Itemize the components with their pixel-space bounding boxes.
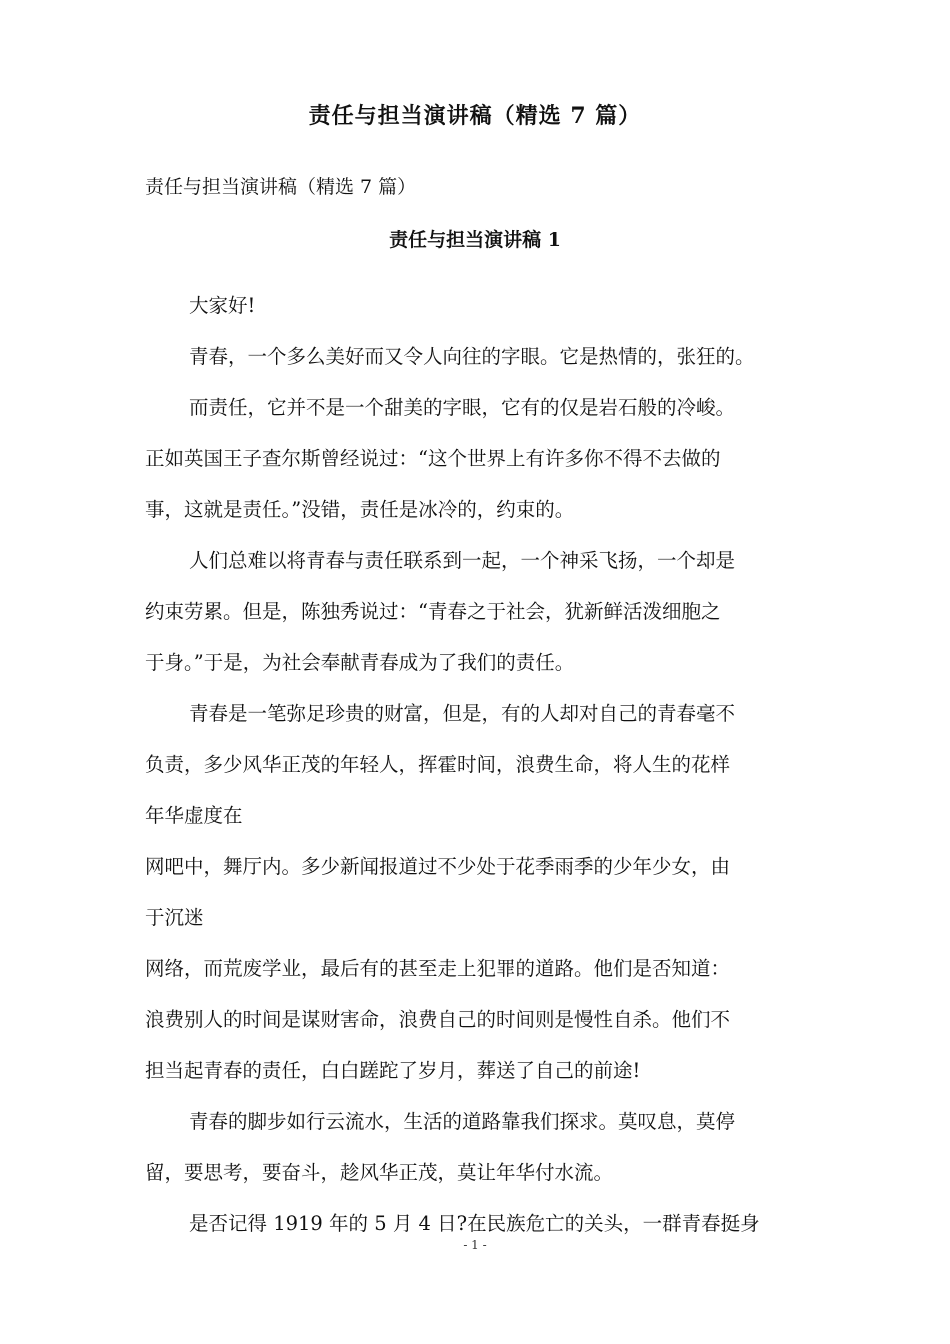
document-subtitle: 责任与担当演讲稿（精选 7 篇） — [145, 176, 417, 198]
paragraph-line: 网络，而荒废学业，最后有的甚至走上犯罪的道路。他们是否知道： — [145, 957, 731, 980]
paragraph-line: 担当起青春的责任，白白蹉跎了岁月，葬送了自己的前途! — [145, 1059, 641, 1082]
paragraph-line: 是否记得 1919 年的 5 月 4 日?在民族危亡的关头，一群青春挺身 — [189, 1212, 760, 1235]
paragraph-line: 浪费别人的时间是谋财害命，浪费自己的时间则是慢性自杀。他们不 — [145, 1008, 731, 1031]
paragraph-line: 年华虚度在 — [145, 804, 243, 827]
body-text — [145, 280, 815, 1249]
paragraph-line: 大家好! — [189, 294, 256, 317]
paragraph-line: 青春是一笔弥足珍贵的财富，但是，有的人却对自己的青春毫不 — [189, 702, 736, 725]
paragraph-line: 约束劳累。但是，陈独秀说过：“青春之于社会，犹新鲜活泼细胞之 — [145, 600, 721, 623]
section-heading: 责任与担当演讲稿 1 — [389, 229, 561, 251]
paragraph-line: 青春的脚步如行云流水，生活的道路靠我们探求。莫叹息，莫停 — [189, 1110, 736, 1133]
paragraph-line: 而责任，它并不是一个甜美的字眼，它有的仅是岩石般的冷峻。 — [189, 396, 736, 419]
paragraph-line: 于沉迷 — [145, 906, 204, 929]
paragraph-line: 正如英国王子查尔斯曾经说过：“这个世界上有许多你不得不去做的 — [145, 447, 721, 470]
page-number: - 1 - — [463, 1238, 487, 1252]
paragraph-line: 于身。”于是，为社会奉献青春成为了我们的责任。 — [145, 651, 575, 674]
paragraph-line: 人们总难以将青春与责任联系到一起，一个神采飞扬，一个却是 — [189, 549, 736, 572]
paragraph-line: 网吧中，舞厅内。多少新闻报道过不少处于花季雨季的少年少女，由 — [145, 855, 731, 878]
paragraph-line: 事，这就是责任。”没错，责任是冰冷的，约束的。 — [145, 498, 575, 521]
document-title: 责任与担当演讲稿（精选 7 篇） — [308, 103, 642, 129]
paragraph-line: 青春，一个多么美好而又令人向往的字眼。它是热情的，张狂的。 — [189, 345, 755, 368]
paragraph-line: 负责，多少风华正茂的年轻人，挥霍时间，浪费生命，将人生的花样 — [145, 753, 731, 776]
paragraph-line: 留，要思考，要奋斗，趁风华正茂，莫让年华付水流。 — [145, 1161, 614, 1184]
